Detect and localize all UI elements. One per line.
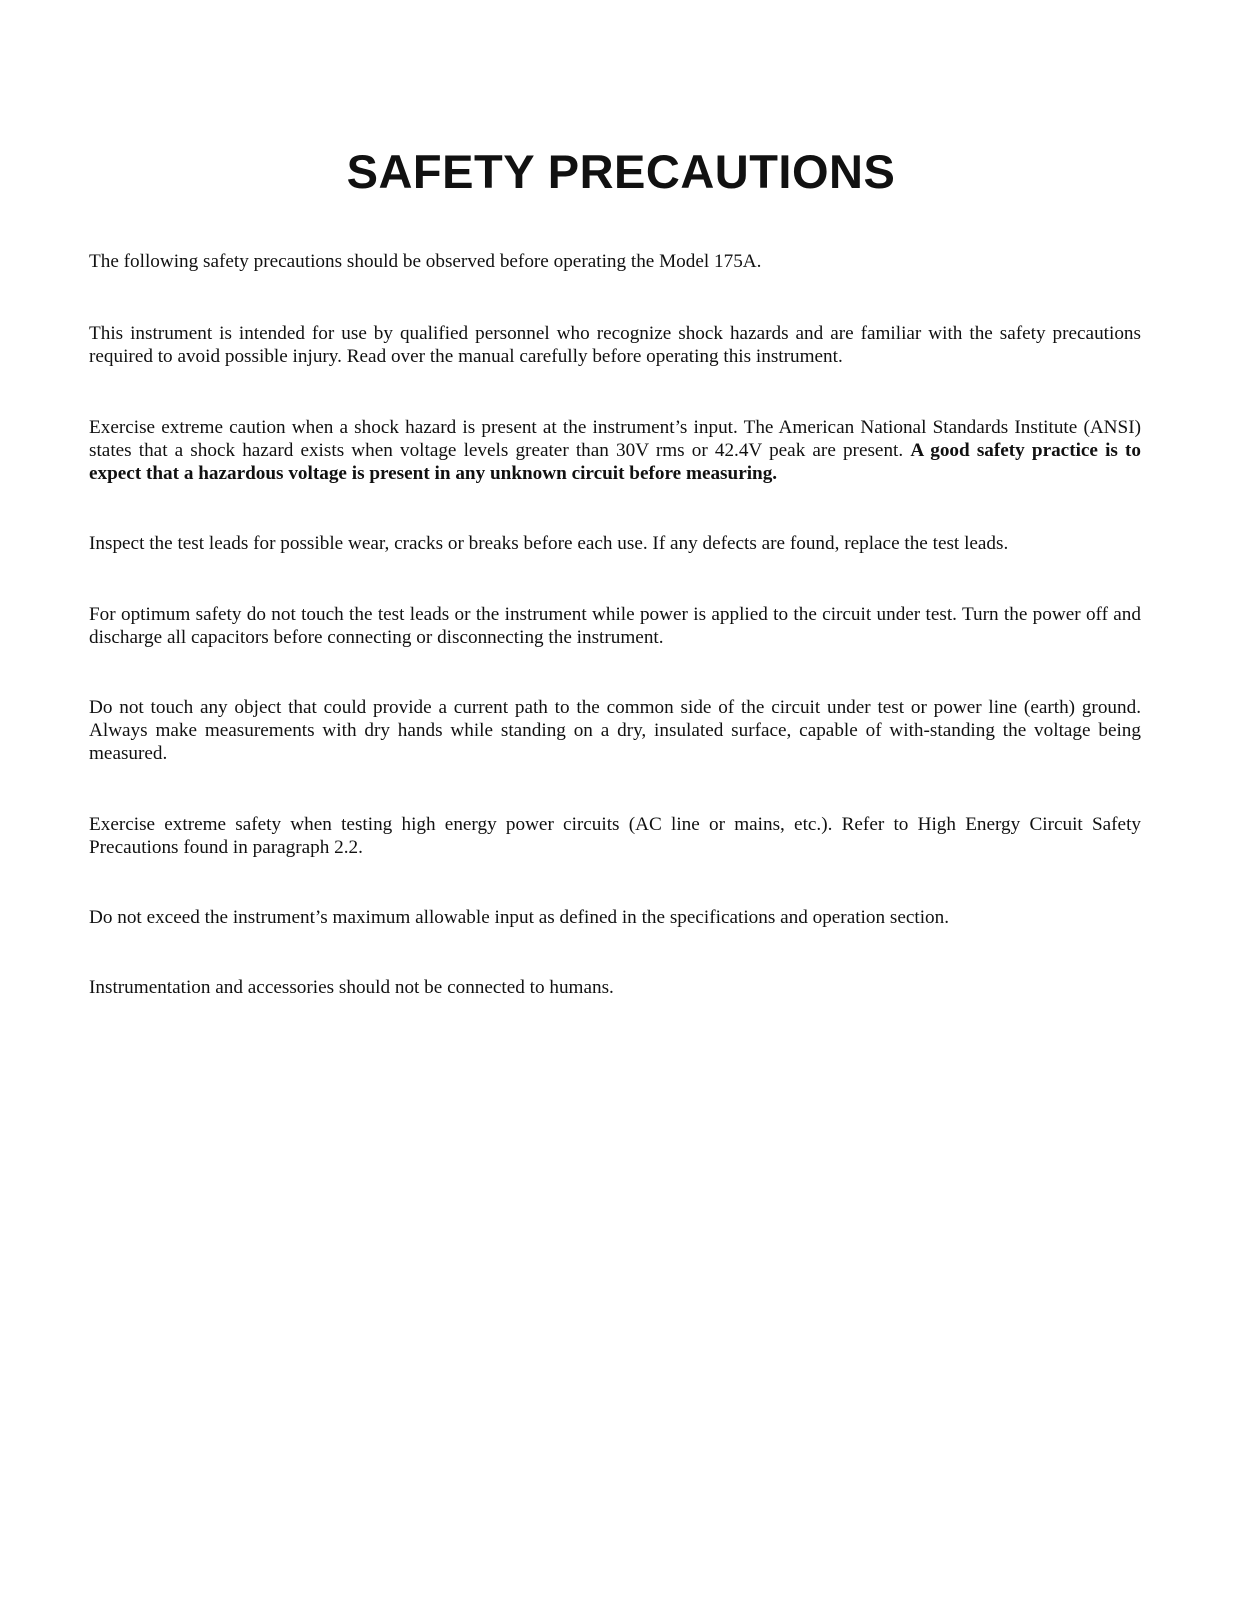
paragraph-optimum-safety: For optimum safety do not touch the test leads or the instrument while power is applied to the circuit under test. Turn the power off and discharge all capacitors before connecting or disconnecting the instrument. bbox=[89, 604, 1141, 648]
paragraph-current-path: Do not touch any object that could provide a current path to the common side of the circuit under test or power line (earth) ground. Always make measurements with dry hands while standing on a dry, insulated surface, capable of with-standing the voltage being measured. bbox=[89, 697, 1141, 764]
paragraph-shock-hazard bbox=[89, 416, 1141, 485]
paragraph-humans: Instrumentation and accessories should not be connected to humans. bbox=[89, 977, 614, 998]
paragraph-qualified-personnel: This instrument is intended for use by qualified personnel who recognize shock hazards and are familiar with the safety precautions required to avoid possible injury. Read over the manual carefully before operating this instrument. bbox=[89, 323, 1141, 367]
paragraph-intro: The following safety precautions should be observed before operating the Model 175A. bbox=[89, 251, 762, 272]
paragraph-high-energy: Exercise extreme safety when testing high energy power circuits (AC line or mains, etc.). Refer to High Energy Circuit Safety Precautions found in paragraph 2.2. bbox=[89, 814, 1141, 858]
paragraph-inspect-leads: Inspect the test leads for possible wear, cracks or breaks before each use. If any defects are found, replace the test leads. bbox=[89, 533, 1009, 554]
safety-practice-bold-text: A good safety practice is to expect that a hazardous voltage is present in any unknown circuit before measuring. bbox=[89, 440, 1141, 484]
paragraph-maximum-input: Do not exceed the instrument’s maximum allowable input as defined in the specifications and operation section. bbox=[89, 907, 950, 928]
shock-hazard-text: Exercise extreme caution when a shock hazard is present at the instrument’s input. The American National Standards Institute (ANSI) states that a shock hazard exists when voltage levels greater than 30V rms or 42.4V peak are present. bbox=[89, 417, 1141, 461]
page-title: SAFETY PRECAUTIONS bbox=[346, 145, 896, 198]
